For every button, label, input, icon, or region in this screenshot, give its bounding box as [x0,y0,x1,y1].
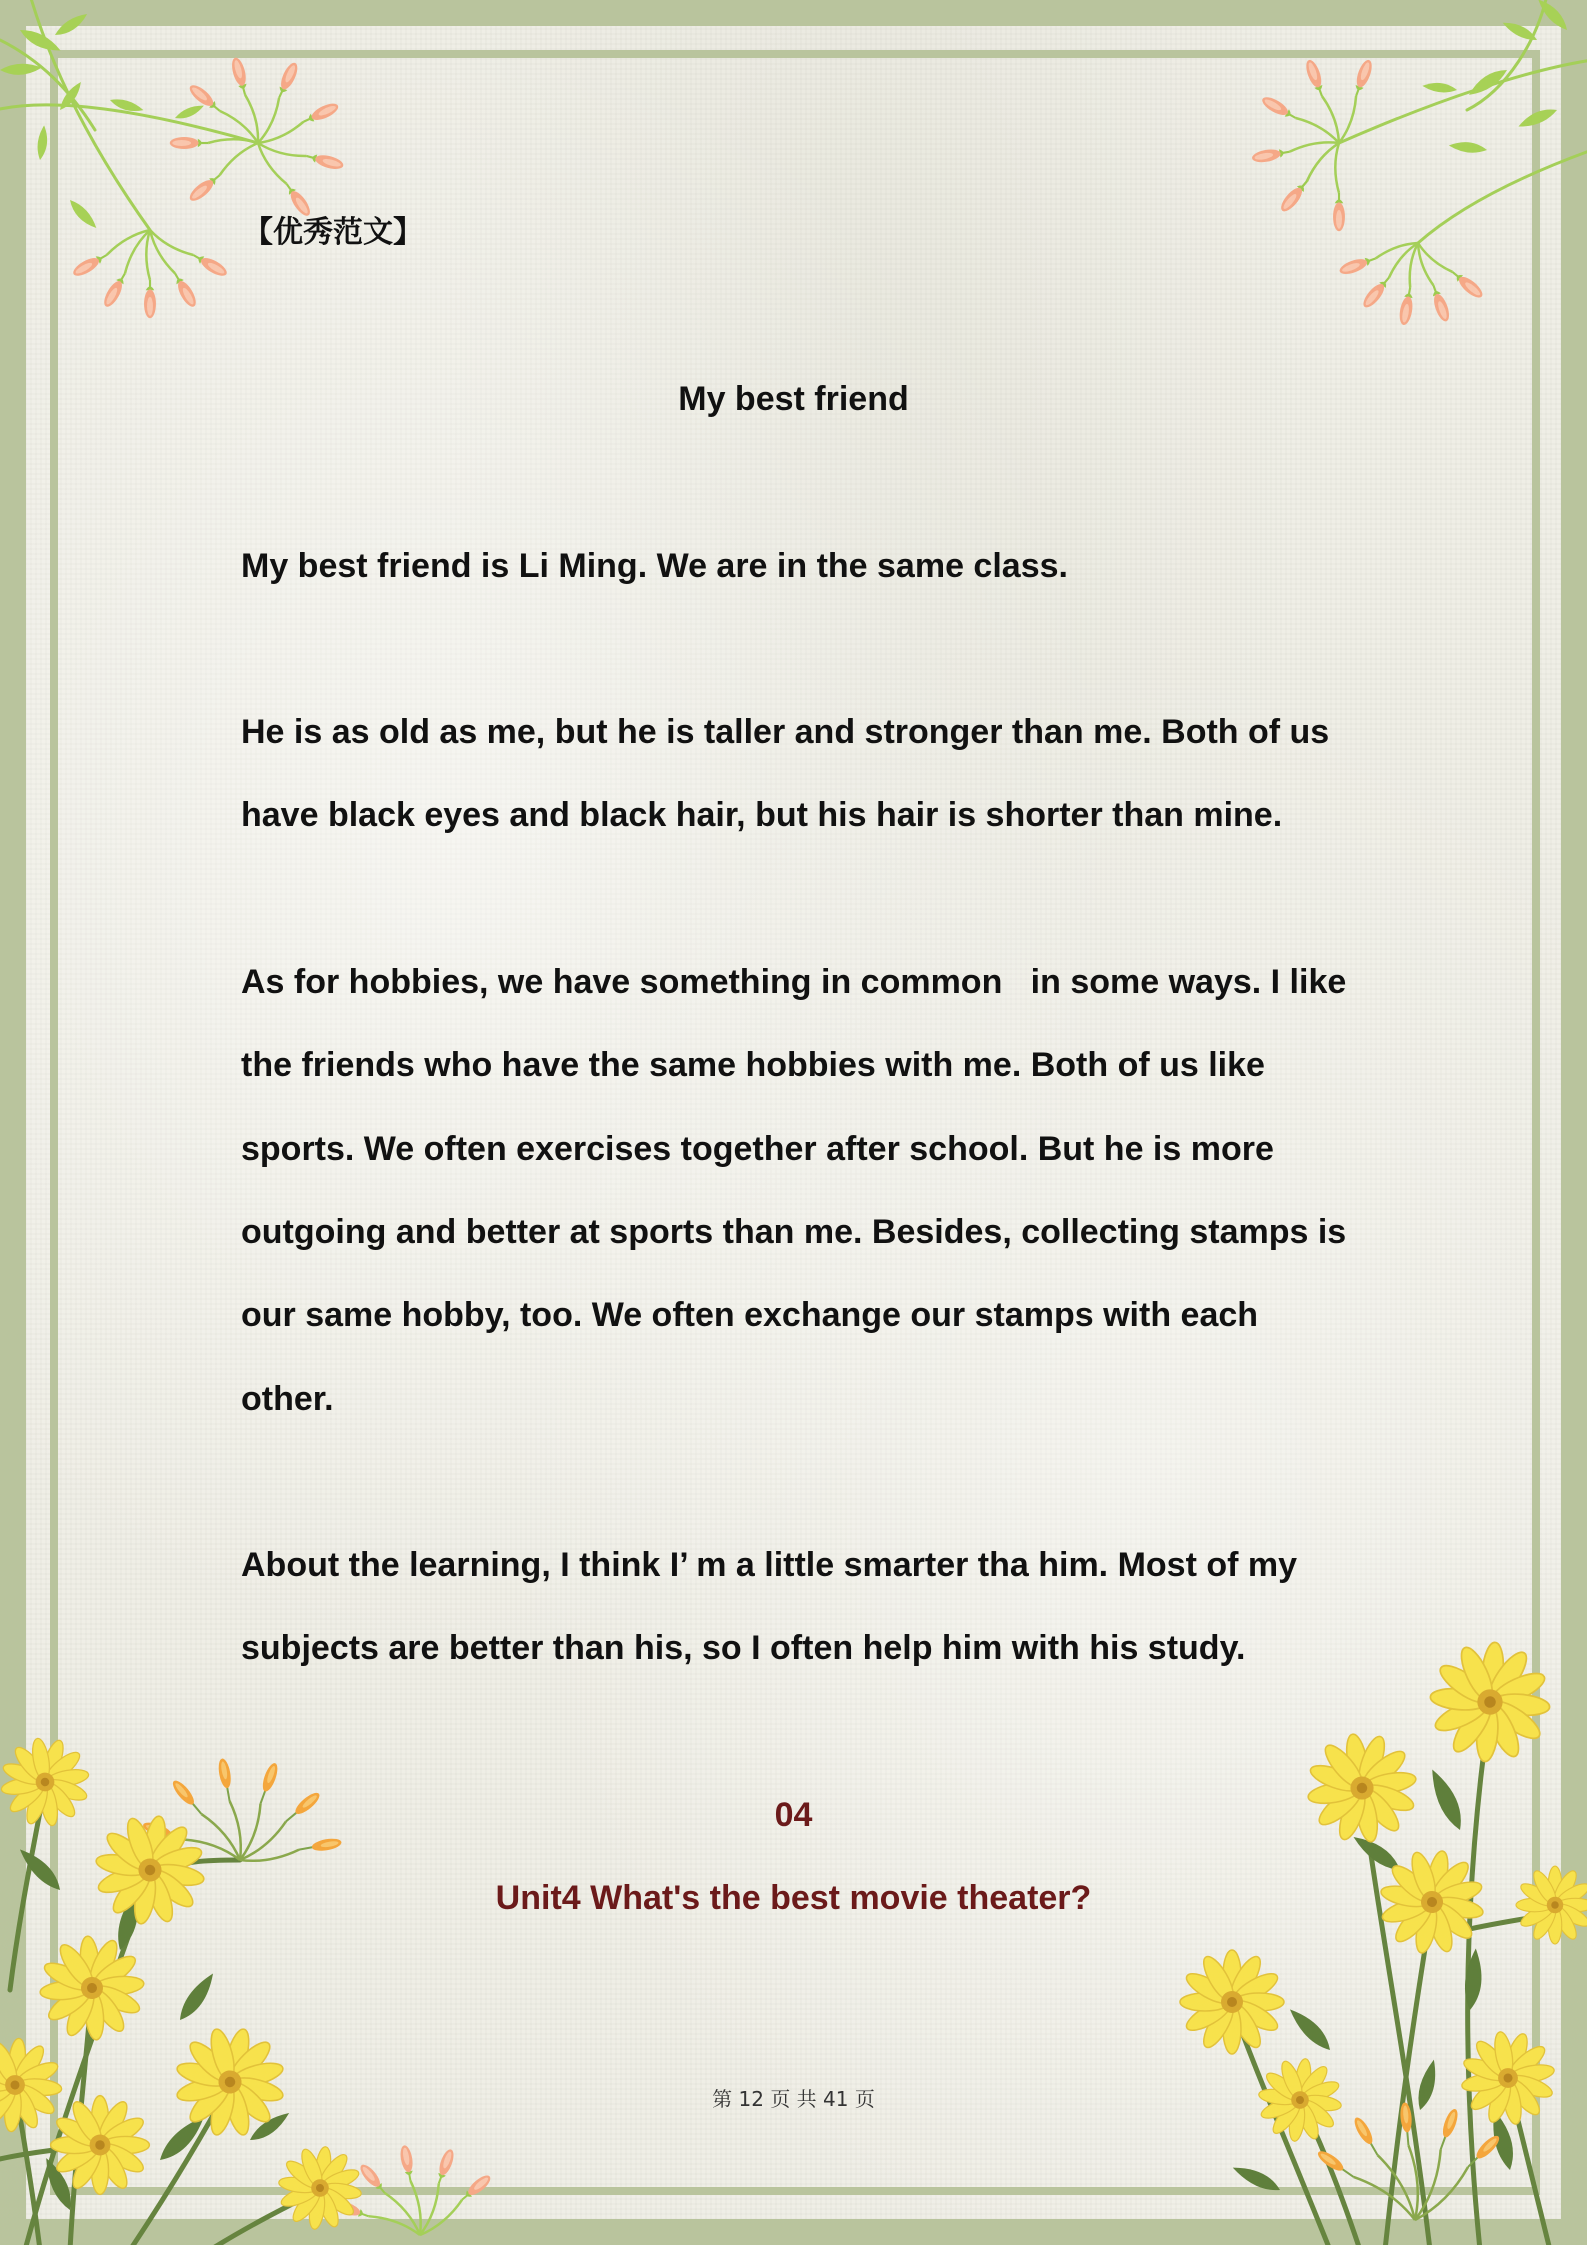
daisy-icon [273,2141,367,2235]
leaf-icon [32,125,54,161]
leaf-icon [52,13,91,37]
tubular-flower-icon [301,100,341,127]
paragraph-line: As for hobbies, we have something in common in some ways. I like [241,963,1347,1002]
paragraph-line: subjects are better than his, so I often help him with his study. [241,1629,1246,1668]
tubular-flower-stem [420,2200,462,2235]
section-tag: 【优秀范文】 [243,215,423,251]
daisy-icon [0,2034,66,2135]
leaf-icon [1454,1948,1493,2011]
orange-bud-icon [1351,2115,1382,2158]
tubular-flower-stem [1335,143,1339,193]
leaf-icon [152,2116,214,2163]
section-number: 04 [774,1795,813,1834]
page-footer: 第 12 页 共 41 页 [712,2087,875,2111]
blank-line [0,275,1587,358]
tubular-flower-stem [1307,143,1339,181]
paragraph-line: the friends who have the same hobbies with me. Both of us like [241,1046,1265,1085]
essay-title: My best friend [678,379,909,418]
sprig-stem [1339,60,1587,143]
orange-bud-stem [1354,2177,1415,2220]
tubular-flower-icon [229,56,250,96]
daisy-icon [36,1932,149,2045]
blank-line [0,1691,1587,1774]
tubular-flower-stem [1296,118,1339,143]
tubular-flower-stem [220,143,258,175]
leaf-icon [1502,14,1538,47]
tubular-flower-icon [170,137,208,149]
paragraph-line: have black eyes and black hair, but his hair is shorter than mine. [241,796,1283,835]
tubular-flower-icon [1251,146,1291,164]
leaf-icon [1422,77,1458,99]
tubular-flower-stem [1307,143,1339,181]
tubular-flower-stem [208,139,258,143]
paragraph-line: sports. We often exercises together after school. But he is more [241,1129,1274,1168]
paragraph-line: other. [241,1379,334,1418]
essay-paragraph [0,1524,1587,1691]
tubular-flower-icon [459,2172,494,2204]
paragraph-line: My best friend is Li Ming. We are in the same class. [241,546,1068,585]
essay-paragraph [0,941,1587,1441]
tubular-flower-icon [1260,94,1299,123]
orange-bud-icon [1435,2107,1460,2151]
paragraph-line: our same hobby, too. We often exchange our stamps with each [241,1296,1259,1335]
tubular-flower-icon [274,61,301,101]
leaf-icon [1448,135,1487,159]
sprig-stem [1467,0,1547,110]
leaf-icon [1232,2156,1281,2201]
blank-line [0,441,1587,524]
tubular-flower-stem [385,2193,420,2235]
leaf-icon [1516,108,1558,128]
blank-line [0,1441,1587,1524]
tubular-flower-icon [305,150,345,171]
tubular-flower-stem [258,143,306,156]
blank-line [0,858,1587,941]
tubular-flower-stem [258,98,279,143]
tubular-flower-icon [434,2148,457,2186]
paragraph-line: He is as old as me, but he is taller and stronger than me. Both of us [241,713,1330,752]
tubular-flower-icon [357,2162,389,2197]
page-content [0,191,1587,1940]
section-heading: Unit4 What's the best movie theater? [495,1879,1092,1918]
tubular-flower-icon [399,2144,416,2181]
essay-paragraph [0,691,1587,858]
leaf-icon [170,1973,224,2022]
paragraph-line: outgoing and better at sports than me. Besides, collecting stamps is [241,1212,1347,1251]
essay-paragraph [0,525,1587,608]
leaf-icon [1289,2001,1332,2058]
daisy-icon [1180,1950,1284,2054]
blank-line [0,608,1587,691]
tubular-flower-icon [1351,58,1375,98]
leaf-icon [174,105,206,120]
tubular-flower-icon [1303,58,1327,98]
paragraph-line: About the learning, I think I’ m a little smarter tha him. Most of my [241,1546,1298,1585]
